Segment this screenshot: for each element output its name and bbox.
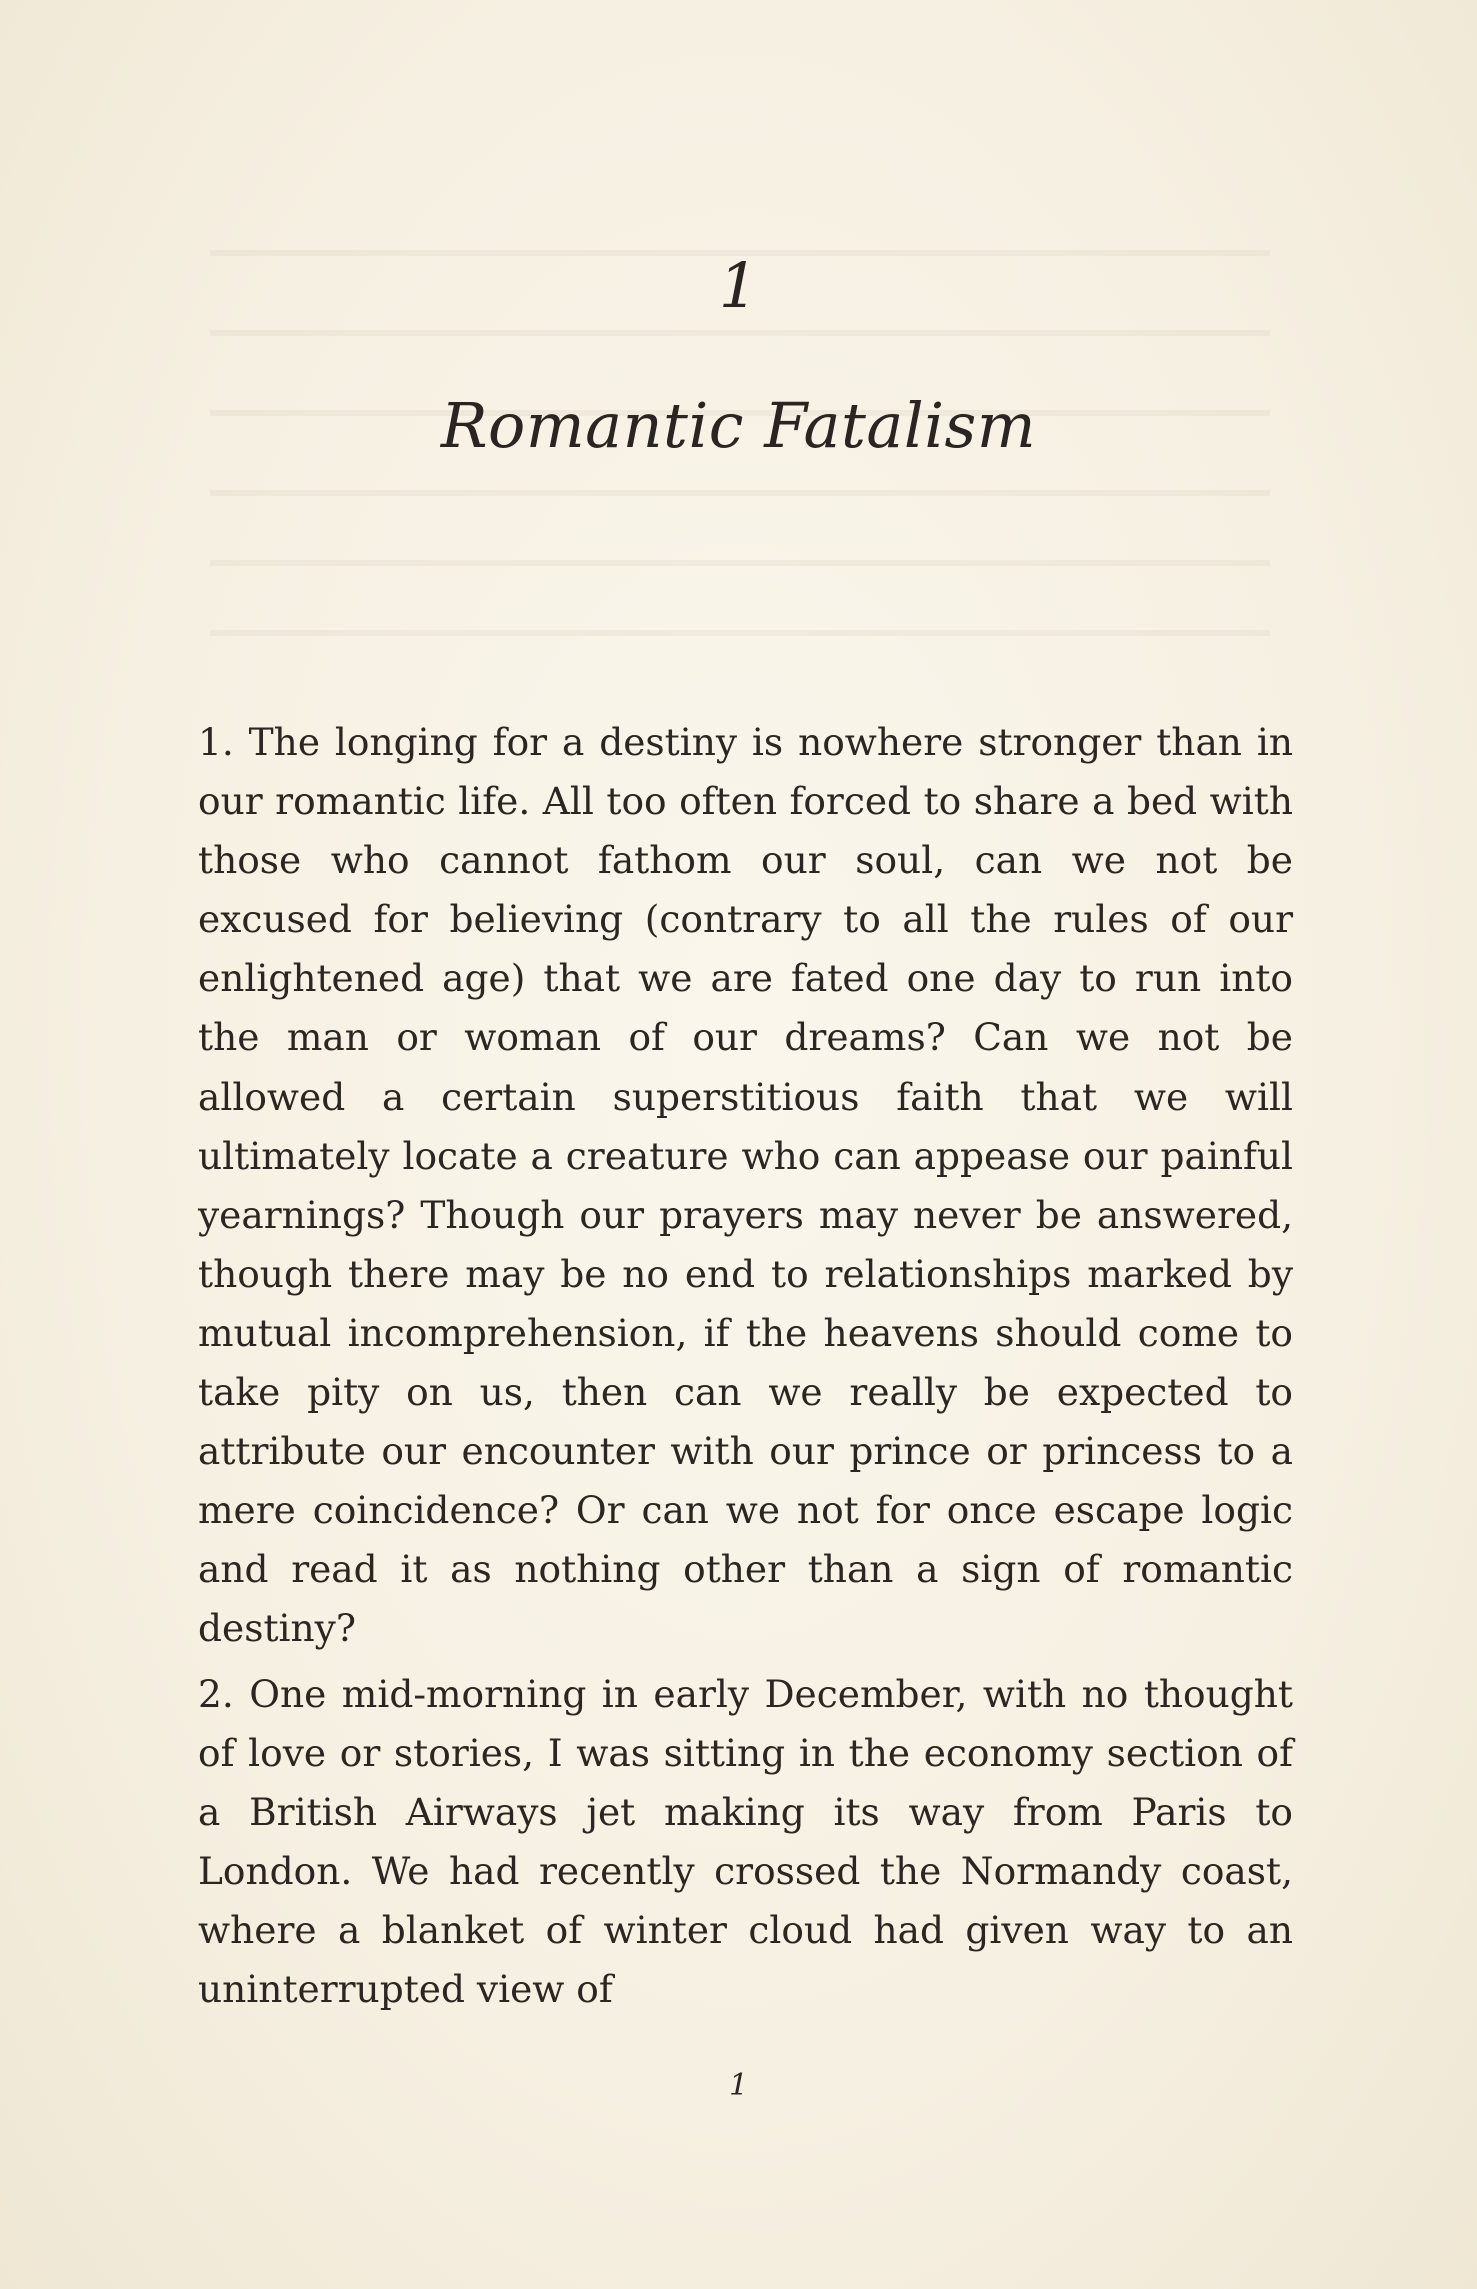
chapter-title: Romantic Fatalism [440,389,1037,462]
show-through-mark [210,560,1270,566]
chapter-number: 1 [718,249,759,322]
show-through-mark [210,490,1270,496]
page-number: 1 [728,2068,749,2103]
paragraph-1: 1. The longing for a destiny is nowhere stronger than in our romantic life. All too often forced to share a bed with those who cannot fathom our soul, can we not be excused for believing (contrary to all the rules of our enlightened age) that we are fated one day to run into the man or woman of our dreams? Can we not be allowed a certain superstitious faith that we will ultimately locate a creature who can appease our painful yearnings? Though our prayers may never be answered, though there may be no end to relationships marked by mutual incomprehension, if the heavens should come to take pity on us, then can we really be expected to attribute our encounter with our prince or princess to a mere coincidence? Or can we not for once escape logic and read it as nothing other than a sign of romantic destiny? [198,720,1293,1651]
paragraph-2: 2. One mid-morning in early December, with no thought of love or stories, I was sitting in the economy section of a British Airways jet making its way from Paris to London. We had recently crossed the Normandy coast, where a blanket of winter cloud had given way to an uninterrupted view of [198,1672,1293,2012]
show-through-mark [210,330,1270,336]
show-through-mark [210,630,1270,636]
